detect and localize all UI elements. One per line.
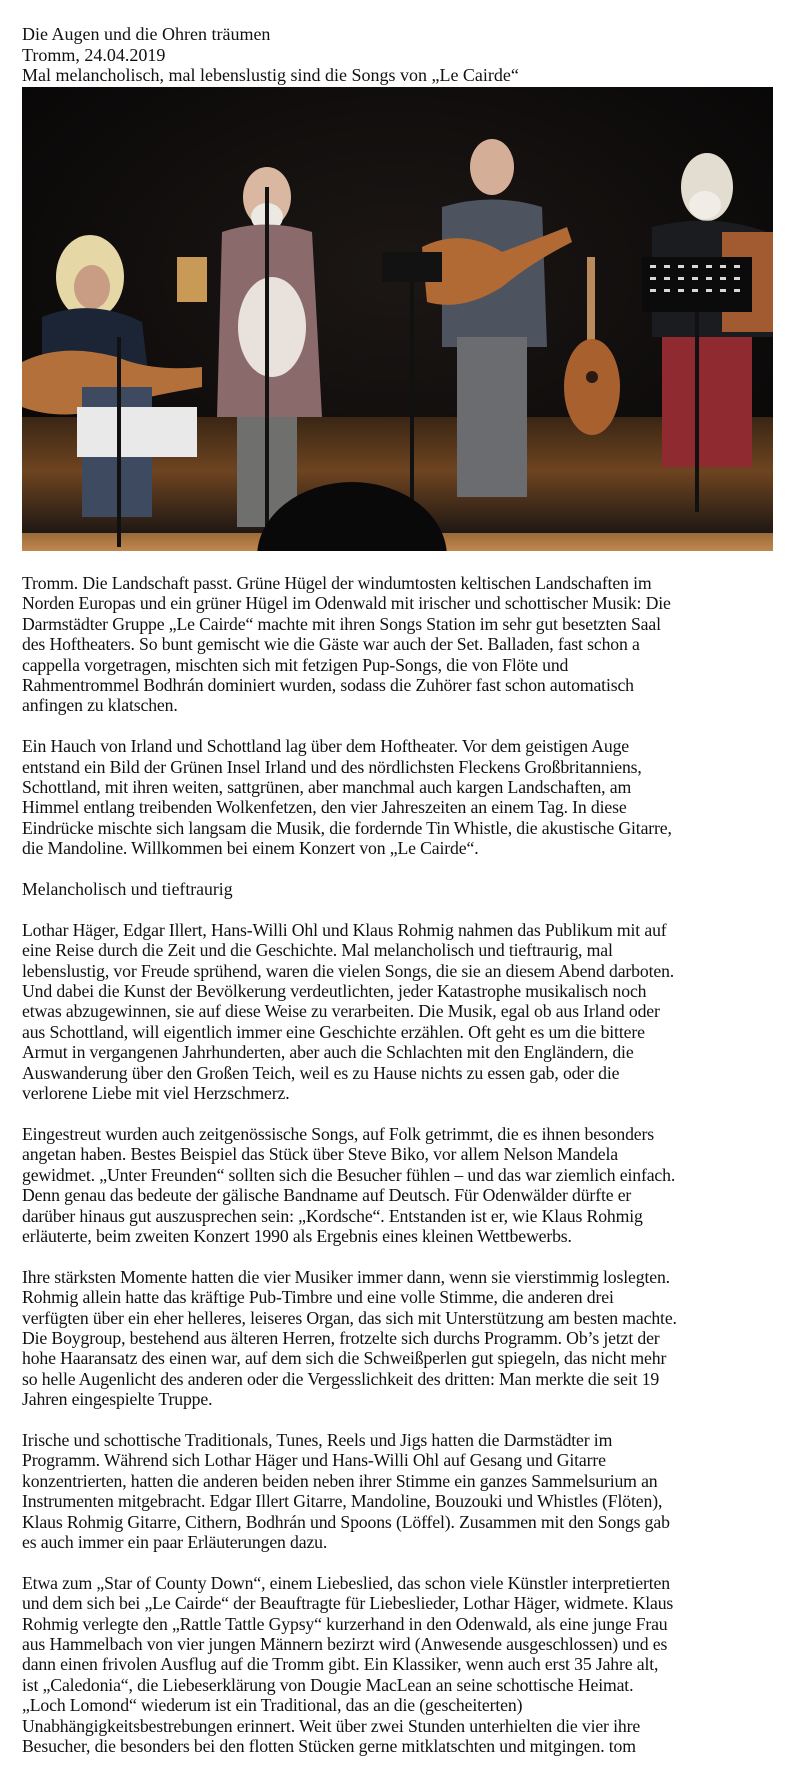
text-line: verlorene Liebe mit viel Herzschmerz.	[22, 1083, 290, 1104]
text-line: Norden Europas und ein grüner Hügel im Odenwald mit irischer und schottischer Musik: Die	[22, 593, 671, 614]
text-line: Ihre stärksten Momente hatten die vier Musiker immer dann, wenn sie vierstimmig loslegten.	[22, 1266, 670, 1287]
text-line: darüber hinaus gut auszusprechen sein: „Kordsche“. Entstanden ist er, wie Klaus Rohmig	[22, 1205, 643, 1226]
article-subtitle: Mal melancholisch, mal lebenslustig sind die Songs von „Le Cairde“	[22, 65, 519, 85]
article-title: Die Augen und die Ohren träumen	[22, 24, 271, 44]
text-line: Rohmig verlegte den „Rattle Tattle Gypsy“ kurzerhand in den Odenwald, als eine junge Frau	[22, 1613, 668, 1634]
text-line: Eindrücke mischte sich langsam die Musik, die fordernde Tin Whistle, die akustische Gitarre,	[22, 817, 672, 838]
article-dateline: Tromm, 24.04.2019	[22, 44, 166, 65]
text-line: Tromm. Die Landschaft passt. Grüne Hügel der windumtosten keltischen Landschaften im	[22, 573, 652, 593]
article-body	[22, 573, 782, 1777]
text-line: „Loch Lomond“ wiederum ist ein Traditional, das an die (gescheiterten)	[22, 1695, 523, 1716]
text-line: Ein Hauch von Irland und Schottland lag über dem Hoftheater. Vor dem geistigen Auge	[22, 736, 630, 757]
text-line: Rohmig allein hatte das kräftige Pub-Timbre und eine volle Stimme, die anderen drei	[22, 1287, 614, 1308]
text-line: erläuterte, beim zweiten Konzert 1990 als Ergebnis eines kleinen Wettbewerbs.	[22, 1225, 572, 1246]
text-line: dann einen frivolen Ausflug auf die Tromm gibt. Ein Klassiker, wenn auch erst 35 Jahre alt,	[22, 1654, 659, 1675]
text-line: lebenslustig, vor Freude sprühend, waren die vielen Songs, die sie an diesem Abend darboten.	[22, 960, 675, 981]
text-line: angetan haben. Bestes Beispiel das Stück über Steve Biko, vor allem Nelson Mandela	[22, 1144, 618, 1165]
text-line: Und dabei die Kunst der Bevölkerung verdeutlichten, jeder Katastrophe musikalisch noch	[22, 981, 647, 1002]
text-line: Klaus Rohmig Gitarre, Cithern, Bodhrán und Spoons (Löffel). Zusammen mit den Songs gab	[22, 1511, 670, 1532]
text-line: des Hoftheaters. So bunt gemischt wie die Gäste war auch der Set. Balladen, fast schon a	[22, 634, 640, 655]
text-line: Eingestreut wurden auch zeitgenössische Songs, auf Folk getrimmt, die es ihnen besonders	[22, 1123, 655, 1144]
text-line: ist „Caledonia“, die Liebeserklärung von Dougie MacLean an seine schottische Heimat.	[22, 1674, 634, 1695]
text-line: es auch immer ein paar Erläuterungen dazu.	[22, 1532, 328, 1552]
text-line: Irische und schottische Traditionals, Tunes, Reels und Jigs hatten die Darmstädter im	[22, 1429, 613, 1450]
text-line: aus Hammelbach von vier jungen Männern bezirzt wird (Anwesende ausgeschlossen) und es	[22, 1634, 668, 1655]
text-line: aus Schottland, will eigentlich immer eine Geschichte erzählen. Oft geht es um die bittere	[22, 1021, 645, 1042]
paragraph	[22, 1267, 782, 1410]
text-line: Rahmentrommel Bodhrán dominiert wurden, sodass die Zuhörer fast schon automatisch	[22, 675, 634, 696]
text-line: Jahren eingespielte Truppe.	[22, 1389, 213, 1410]
paragraph	[22, 573, 782, 716]
text-line: anfingen zu klatschen.	[22, 695, 178, 716]
text-line: Armut in vergangenen Jahrhunderten, aber auch die Schlachten mit den Engländern, die	[22, 1042, 634, 1063]
text-line: Schottland, mit ihren weiten, sattgrünen, aber manchmal auch kargen Landschaften, am	[22, 777, 632, 798]
text-line: eine Reise durch die Zeit und die Geschichte. Mal melancholisch und tieftraurig, mal	[22, 940, 613, 961]
text-line: Unabhängigkeitsbestrebungen erinnert. Weit über zwei Stunden unterhielten die vier ihre	[22, 1715, 641, 1736]
subheading: Melancholisch und tieftraurig	[22, 879, 233, 900]
text-line: so helle Augenlicht des anderen oder die Vergesslichkeit des dritten: Man merkte die seit 19	[22, 1368, 660, 1389]
paragraph	[22, 1573, 782, 1757]
text-line: Darmstädter Gruppe „Le Cairde“ machte mit ihren Songs Station im sehr gut besetzten Saal	[22, 613, 661, 634]
paragraph	[22, 1124, 782, 1246]
text-line: gewidmet. „Unter Freunden“ sollten sich die Besucher fühlen – und das war ziemlich einfach.	[22, 1164, 676, 1185]
text-line: Besucher, die besonders bei den flotten Stücken gerne mitklatschten und mitgingen. tom	[22, 1736, 636, 1757]
paragraph	[22, 920, 782, 1104]
text-line: verfügten über ein eher helleres, leiseres Organ, das sich mit Unterstützung am besten machte.	[22, 1307, 677, 1328]
text-line: etwas abzugewinnen, sie auf diese Weise zu verarbeiten. Die Musik, egal ob aus Irland oder	[22, 1001, 660, 1022]
text-line: konzentrierten, hatten die anderen beiden neben ihrer Stimme ein ganzes Sammelsurium an	[22, 1470, 658, 1491]
paragraph	[22, 1430, 782, 1552]
text-line: cappella vorgetragen, mischten sich mit fetzigen Pup-Songs, die von Flöte und	[22, 654, 569, 675]
paragraph	[22, 736, 782, 858]
text-line: Programm. Während sich Lothar Häger und Hans-Willi Ohl auf Gesang und Gitarre	[22, 1450, 606, 1471]
text-line: Instrumenten mitgebracht. Edgar Illert Gitarre, Mandoline, Bouzouki und Whistles (Flöten),	[22, 1491, 663, 1512]
text-line: die Mandoline. Willkommen bei einem Konzert von „Le Cairde“.	[22, 838, 479, 859]
band-photo	[22, 87, 773, 551]
text-line: Auswanderung über den Großen Teich, weil es zu Hause nichts zu essen gab, oder die	[22, 1062, 620, 1083]
text-line: und dem sich bei „Le Cairde“ der Beauftragte für Liebeslieder, Lothar Häger, widmete. Klaus	[22, 1593, 674, 1614]
text-line: Etwa zum „Star of County Down“, einem Liebeslied, das schon viele Künstler interpretierten	[22, 1572, 670, 1593]
text-line: Die Boygroup, bestehend aus älteren Herren, frotzelte sich durchs Programm. Ob’s jetzt der	[22, 1327, 660, 1348]
band-photo-illustration	[22, 87, 773, 551]
text-line: hohe Haaransatz des einen war, auf dem sich die Schweißperlen gut spiegeln, das nicht mehr	[22, 1348, 667, 1369]
text-line: Lothar Häger, Edgar Illert, Hans-Willi Ohl und Klaus Rohmig nahmen das Publikum mit auf	[22, 919, 667, 940]
text-line: Denn genau das bedeute der gälische Bandname auf Deutsch. Für Odenwälder dürfte er	[22, 1185, 632, 1206]
text-line: entstand ein Bild der Grünen Insel Irland und des nördlichsten Fleckens Großbritanniens,	[22, 756, 642, 777]
article-header	[22, 24, 519, 86]
text-line: Himmel entlang treibenden Wolkenfetzen, den vier Jahreszeiten an einem Tag. In diese	[22, 797, 627, 818]
